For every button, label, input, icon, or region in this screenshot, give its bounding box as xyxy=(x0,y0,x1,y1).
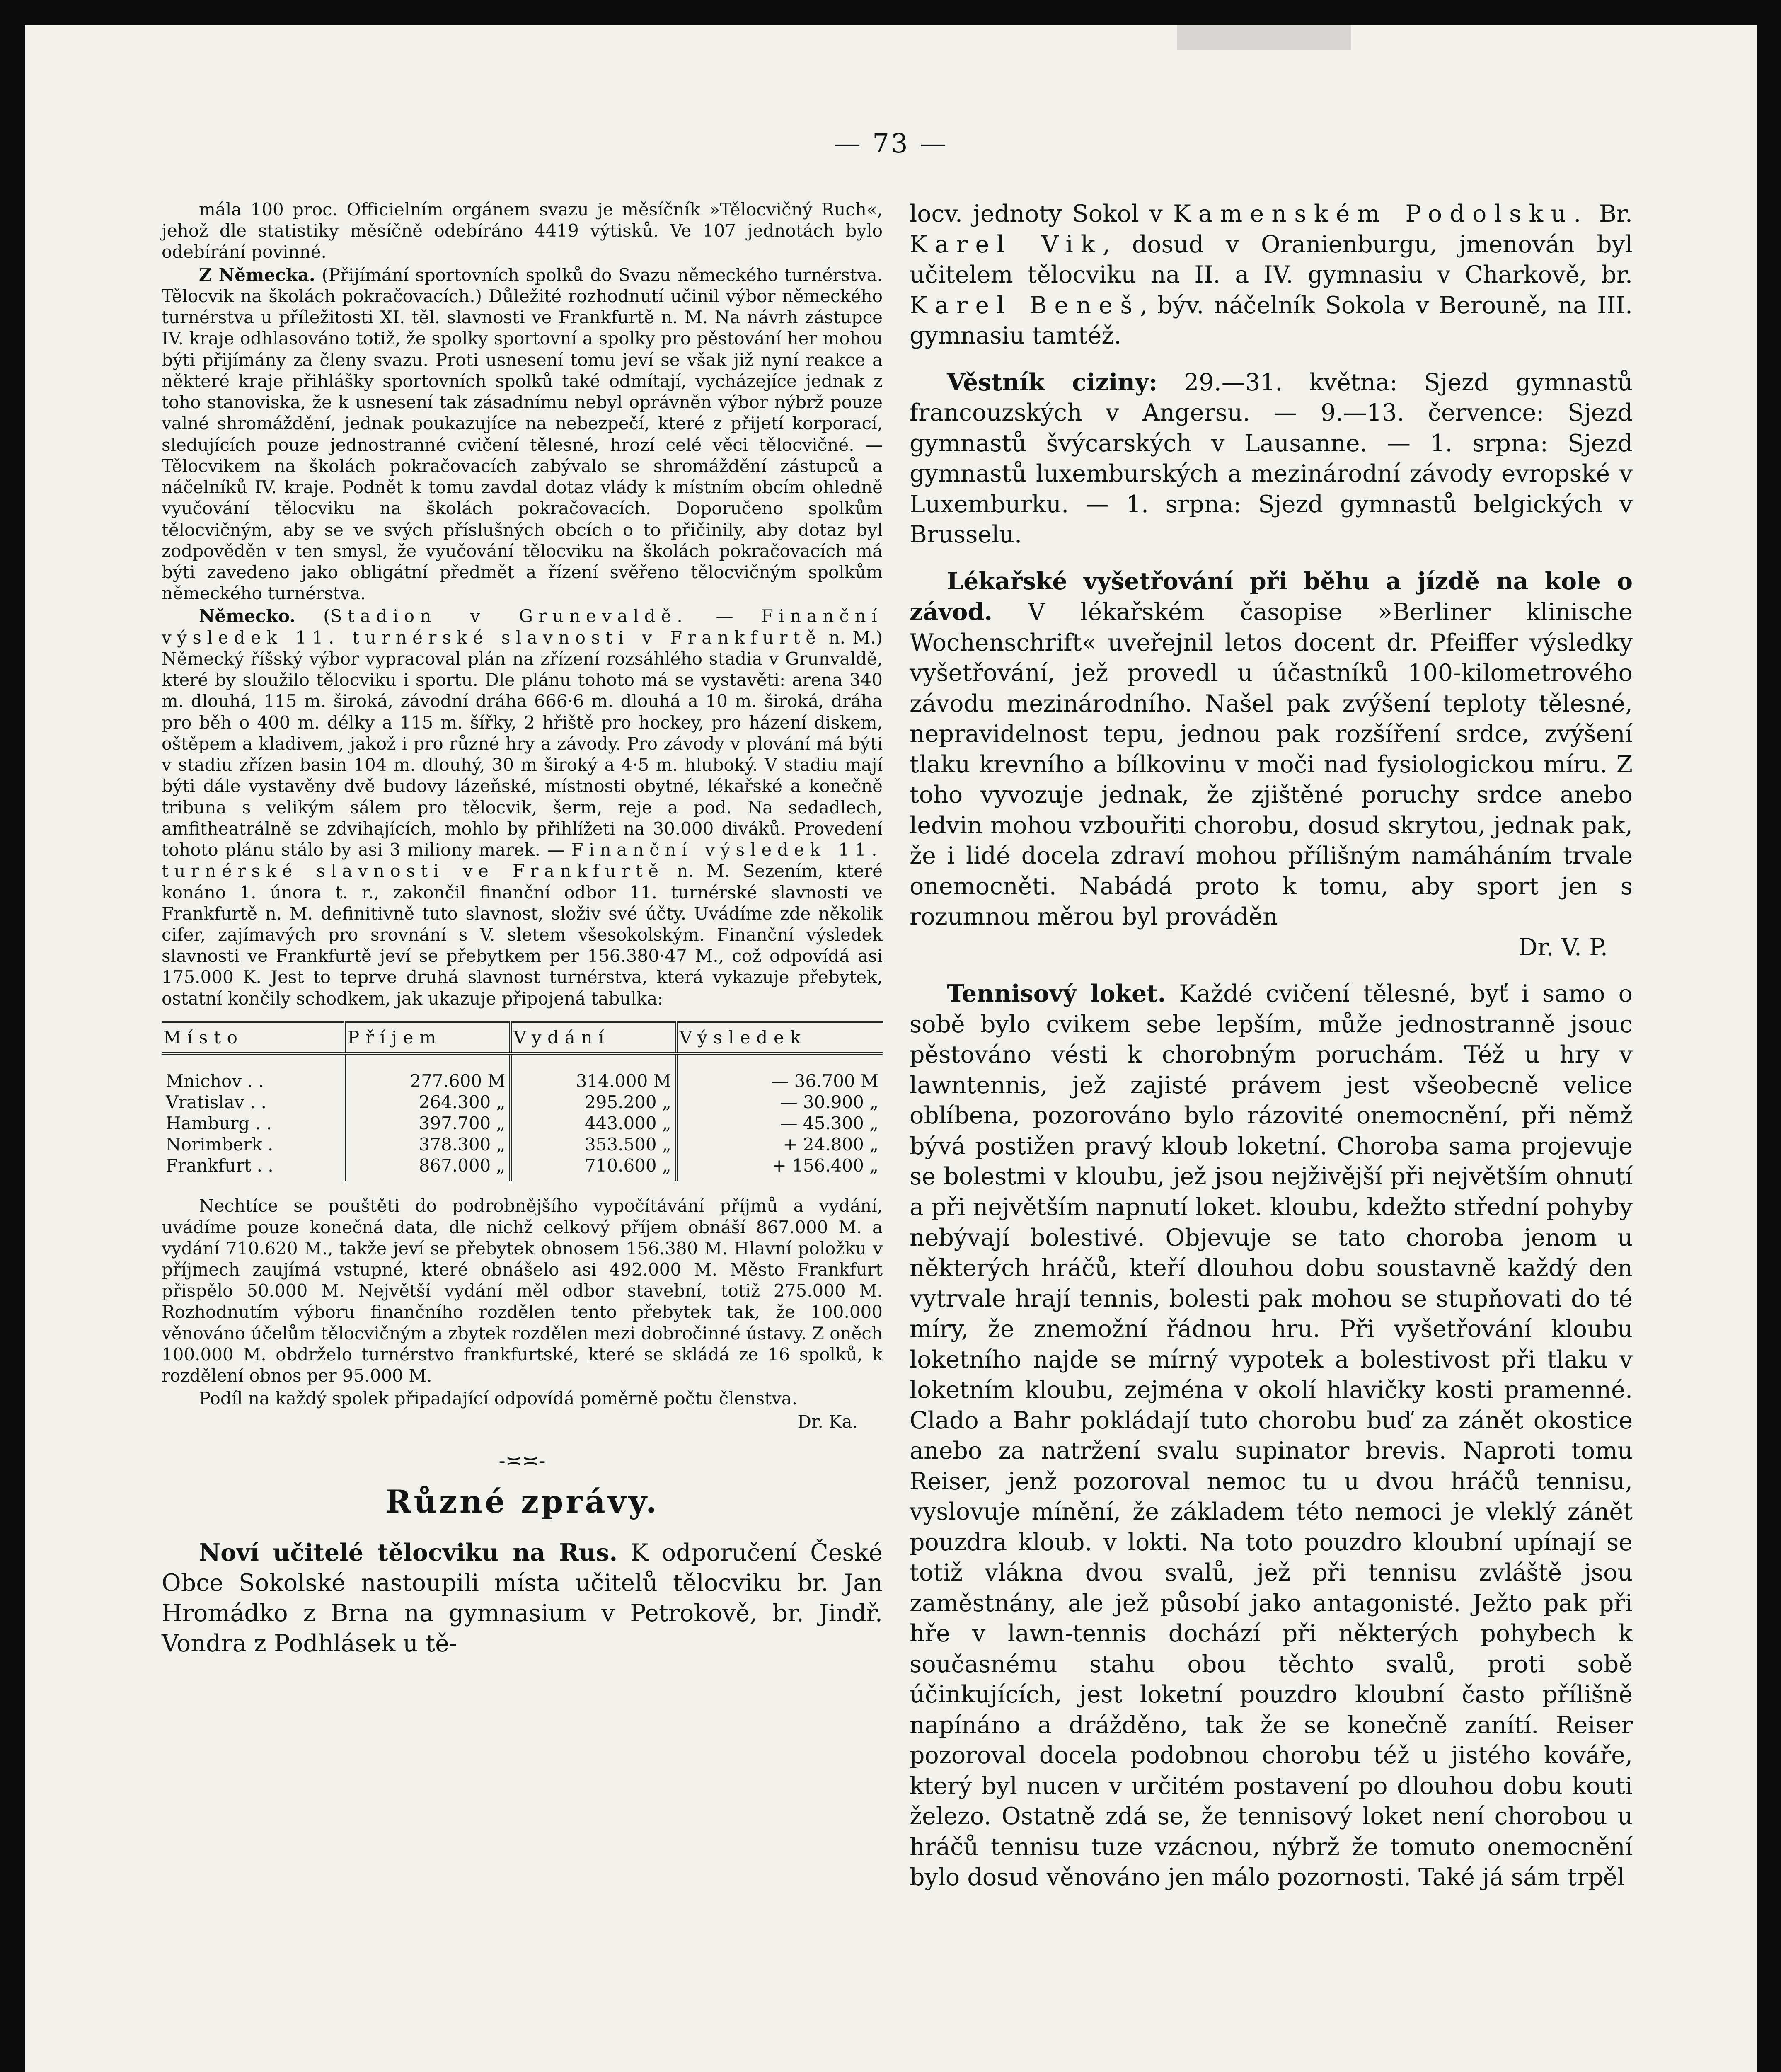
left-column xyxy=(162,199,883,1659)
author-signature: Dr. V. P. xyxy=(1518,933,1608,961)
table-row: Mnichov . . 277.600 M 314.000 M — 36.700 M xyxy=(162,1053,883,1092)
article-heading: Noví učitelé tělocviku na Rus. xyxy=(199,1539,618,1567)
section-title: Různé zprávy. xyxy=(385,1483,659,1520)
paragraph: Tennisový loket. Každé cvičení tělesné, byť i samo o sobě bylo cvikem sebe lepším, může jednostranně jsouc pěstováno vésti k chorobným poruchám. Též u hry v lawntennis, jež zajisté právem jest všeobecně velice oblíbena, pozorováno bylo rázovité onemocnění, při němž bývá postižen pravý kloub loketní. Choroba sama projevuje se bolestmi v kloubu, jež jsou nejživější při největším ohnutí a při největším napnutí loket. kloubu, kdežto střední pohyby nebývají bolestivé. Objevuje se tato choroba jenom u některých hráčů, kteří dlouhou dobu soustavně každý den vytrvale hrají tennis, bolesti pak mohou se stupňovati do té míry, že znemožní řádnou hru. Při vyšetřování kloubu loketního najde se mírný vypotek a bolestivost při tlaku v loketním kloubu, zejména v okolí hlavičky kosti pramenné. Clado a Bahr pokládají tuto chorobu buď za zánět okostice anebo za natržení svalu supinator brevis. Naproti tomu Reiser, jenž pozoroval nemoc tu u dvou hráčů tennisu, vyslovuje mínění, že základem této nemoci je vleklý zánět pouzdra kloub. v lokti. Na toto pouzdro kloubní upínají se totiž vlákna dvou svalů, jež při tennisu zvláště jsou zaměstnány, ale jež působí jako antagonisté. Ježto pak při hře v lawn-tennis dochází při některých pohybech k současnému stahu obou těchto svalů, proti sobě účinkujících, jest loketní pouzdro kloubní často přílišně napínáno a drážděno, tak že se konečně zanítí. Reiser pozoroval docela podobnou chorobu též u jistého kováře, který byl nucen v určitém postavení po dlouhou dobu kouti železo. Ostatně zdá se, že tennisový loket není chorobou u hráčů tennisu tuze vzácnou, nýbrž že tomuto onemocnění bylo dosud věnováno jen málo pozornosti. Také já sám trpěl xyxy=(910,980,1633,1891)
table-row: Vratislav . . 264.300 „ 295.200 „ — 30.900 „ xyxy=(162,1092,883,1113)
article-heading: Německo. xyxy=(199,606,295,627)
column-header: Místo xyxy=(162,1022,345,1053)
column-header: Vydání xyxy=(511,1022,676,1053)
article-heading: Z Německa. xyxy=(199,264,315,285)
paragraph: locv. jednoty Sokol v Kamenském Podolsku. Br. Karel Vik, dosud v Oranienburgu, jmenován byl učitelem tělocviku na II. a IV. gymnasiu v Charkově, br. Karel Beneš, býv. náčelník Sokola v Berouně, na III. gymnasiu tamtéž. xyxy=(910,200,1633,350)
document-page xyxy=(25,25,1757,2072)
paragraph: Z Německa. (Přijímání sportovních spolků do Svazu německého turnérstva. Tělocvik na školách pokračovacích.) Důležité rozhodnutí učinil výbor německého turnérstva u příležitosti XI. těl. slavnosti ve Frankfurtě n. M. Na návrh zástupce IV. kraje odhlasováno totiž, že spolky sportovní a spolky pro pěstování her mohou býti přijímány za členy svazu. Proti usnesení tomu jeví se však již nyní reakce a některé kraje přihlášky sportovních spolků také odmítají, vycházejíce jednak z toho stanoviska, že k usnesení tak zásadnímu nebyl oprávněn výbor nýbrž pouze valné shromáždění, jednak poukazujíce na nebezpečí, které z přijetí korporací, sledujících pouze jednostranné cvičení tělesné, hrozí celé věci tělocvičné. — Tělocvikem na školách pokračovacích zabývalo se shromáždění zástupců a náčelníků IV. kraje. Podnět k tomu zavdal dotaz vlády k místním obcím ohledně vyučování tělocviku na školách pokračovacích. Doporučeno spolkům tělocvičným, aby se ve svých příslušných obcích o to přičinily, aby dotaz byl zodpověděn v ten smysl, že vyučování tělocviku na školách pokračovacích má býti zavedeno jako obligátní předmět a řízení svěřeno tělocvičným spolkům německého turnérstva. xyxy=(162,264,883,604)
table-row: Frankfurt . . 867.000 „ 710.600 „ + 156.400 „ xyxy=(162,1155,883,1181)
scan-artifact xyxy=(1177,25,1351,50)
article-heading: Tennisový loket. xyxy=(947,980,1166,1008)
article-heading: Lékařské vyšetřování při běhu a jízdě na kole o závod. xyxy=(910,567,1633,626)
table-row: Hamburg . . 397.700 „ 443.000 „ — 45.300 „ xyxy=(162,1113,883,1134)
author-signature: Dr. Ka. xyxy=(797,1411,858,1432)
ornament-divider: -≍≍- xyxy=(498,1449,546,1472)
finance-table xyxy=(162,1021,883,1181)
paragraph: Věstník ciziny: 29.—31. května: Sjezd gymnastů francouzských v Angersu. — 9.—13. července: Sjezd gymnastů švýcarských v Lausanne. — 1. srpna: Sjezd gymnastů luxemburských a mezinárodní závody evropské v Luxemburku. — 1. srpna: Sjezd gymnastů belgických v Brusselu. xyxy=(910,368,1633,549)
page-number: — 73 — xyxy=(834,128,948,159)
right-column xyxy=(910,199,1633,1893)
paragraph: Noví učitelé tělocviku na Rus. K odporučení České Obce Sokolské nastoupili místa učitelů tělocviku br. Jan Hromádko z Brna na gymnasium v Petrokově, br. Jindř. Vondra z Podhlásek u tě- xyxy=(162,1539,883,1657)
article-heading: Věstník ciziny: xyxy=(947,368,1158,396)
table-header-row xyxy=(162,1022,883,1053)
table-row: Norimberk . 378.300 „ 353.500 „ + 24.800 „ xyxy=(162,1134,883,1155)
paragraph: mála 100 proc. Officielním orgánem svazu je měsíčník »Tělocvičný Ruch«, jehož dle statistiky měsíčně odebíráno 4419 výtisků. Ve 107 jednotách bylo odebírání povinné. xyxy=(162,199,883,262)
column-header: Výsledek xyxy=(677,1022,883,1053)
paragraph: Podíl na každý spolek připadající odpovídá poměrně počtu členstva. xyxy=(199,1388,798,1409)
paragraph: Německo. (Stadion v Grunevaldě. — Finanční výsledek 11. turnérské slavnosti v Frankfurtě n. M.) Německý říšský výbor vypracoval plán na zřízení rozsáhlého stadia v Grunvaldě, které by sloužilo tělocviku i sportu. Dle plánu tohoto má se vystavěti: arena 340 m. dlouhá, 115 m. široká, závodní dráha 666·6 m. dlouhá a 10 m. široká, dráha pro běh o 400 m. délky a 115 m. šířky, 2 hřiště pro hockey, pro házení diskem, oštěpem a kladivem, jakož i pro různé hry a závody. Pro závody v plování má býti v stadiu zřízen basin 104 m. dlouhý, 30 m široký a 4·5 m. hluboký. V stadiu mají býti dále vystavěny dvě budovy lázeňské, místnosti obytné, lékařské a konečně tribuna s velikým sálem pro tělocvik, šerm, reje a pod. Na sedadlech, amfitheatrálně se zdvihajících, mohlo by přihlížeti na 30.000 diváků. Provedení tohoto plánu stálo by asi 3 miliony marek. — Finanční výsledek 11. turnérské slavnosti ve Frankfurtě n. M. Sezením, které konáno 1. února t. r., zakončil finanční odbor 11. turnérské slavnosti ve Frankfurtě n. M. definitivně tuto slavnost, složiv své účty. Uvádíme zde několik cifer, zajímavých pro srovnání s V. sletem všesokolským. Finanční výsledek slavnosti ve Frankfurtě jeví se přebytkem per 156.380·47 M., což odpovídá asi 175.000 K. Jest to teprve druhá slavnost turnérstva, která vykazuje přebytek, ostatní končily schodkem, jak ukazuje připojená tabulka: xyxy=(162,606,883,1009)
column-header: Příjem xyxy=(345,1022,511,1053)
paragraph: Nechtíce se pouštěti do podrobnějšího vypočítávání příjmů a vydání, uvádíme pouze konečná data, dle nichž celkový příjem obnáší 867.000 M. a vydání 710.620 M., takže jeví se přebytek obnosem 156.380 M. Hlavní položku v příjmech zaujímá vstupné, které obnášelo asi 492.000 M. Město Frankfurt přispělo 50.000 M. Největší vydání měl odbor stavební, totiž 275.000 M. Rozhodnutím výboru finančního rozdělen tento přebytek tak, že 100.000 věnováno účelům tělocvičným a zbytek rozdělen mezi dobročinné ústavy. Z oněch 100.000 M. obdrželo turnérstvo frankfurtské, které se skládá ze 16 spolků, k rozdělení obnos per 95.000 M. xyxy=(162,1196,883,1386)
paragraph: Lékařské vyšetřování při běhu a jízdě na kole o závod. V lékařském časopise »Berliner klinische Wochenschrift« uveřejnil letos docent dr. Pfeiffer výsledky vyšetřování, jež provedl u účastníků 100-kilometrového závodu mezinárodního. Našel pak zvýšení teploty tělesné, nepravidelnost tepu, jednou pak rozšíření srdce, zvýšení tlaku krevního a bílkovinu v moči nad fysiologickou míru. Z toho vyvozuje jednak, že zjištěné poruchy srdce anebo ledvin mohou vzbouřiti chorobu, dosud skrytou, jednak pak, že i lidé docela zdraví mohou přílišným namáháním trvale onemocněti. Nabádá proto k tomu, aby sport jen s rozumnou měrou byl prováděn xyxy=(910,567,1633,931)
